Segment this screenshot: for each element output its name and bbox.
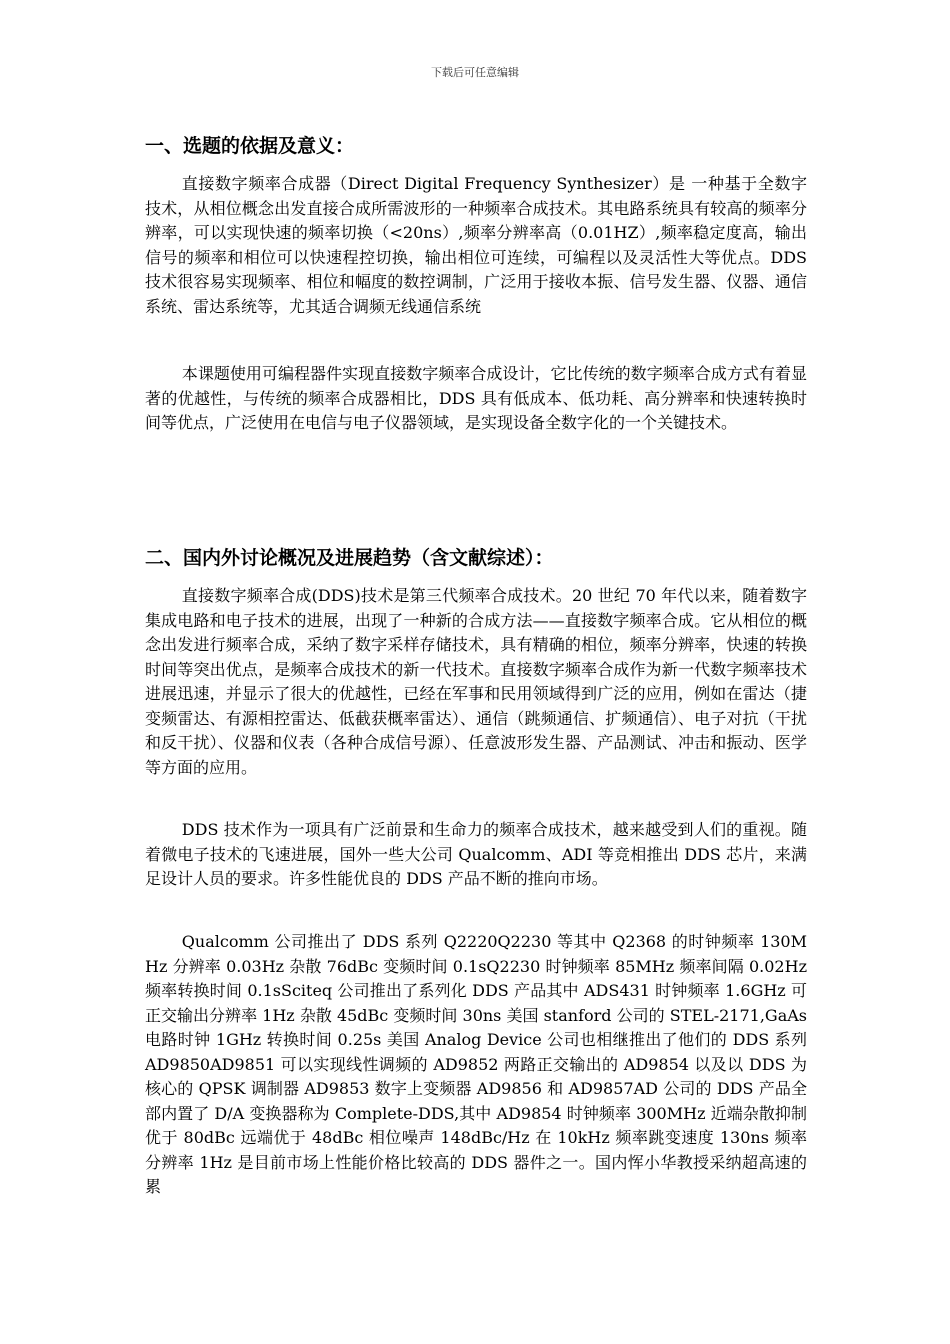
page-header: 下载后可任意编辑 bbox=[431, 66, 519, 79]
section-1-title: 一、选题的依据及意义： bbox=[145, 135, 355, 157]
section-2-paragraph-2: DDS 技术作为一项具有广泛前景和生命力的频率合成技术，越来越受到人们的重视。随着微电子技术的飞速进展，国外一些大公司 Qualcomm、ADI 等竞相推出 DDS 芯片，来满足设计人员的要求。许多性能优良的 DDS 产品不断的推向市场。 bbox=[145, 820, 807, 888]
section-2-title: 二、国内外讨论概况及进展趋势（含文献综述）： bbox=[145, 547, 554, 569]
section-1-paragraph-1: 直接数字频率合成器（Direct Digital Frequency Synthesizer）是 一种基于全数字技术，从相位概念出发直接合成所需波形的一种频率合成技术。其电路系统具有较高的频率分辨率，可以实现快速的频率切换（<20ns）,频率分辨率高（0.01HZ）,频率稳定度高，输出信号的频率和相位可以快速程控切换，输出相位可连续，可编程以及灵活性大等优点。DDS 技术很容易实现频率、相位和幅度的数控调制，广泛用于接收本振、信号发生器、仪器、通信系统、雷达系统等，尤其适合调频无线通信系统 bbox=[145, 174, 807, 316]
section-2-paragraph-3: Qualcomm 公司推出了 DDS 系列 Q2220Q2230 等其中 Q2368 的时钟频率 130MHz 分辨率 0.03Hz 杂散 76dBc 变频时间 0.1sQ2230 时钟频率 85MHz 频率间隔 0.02Hz 频率转换时间 0.1sSciteq 公司推出了系列化 DDS 产品其中 ADS431 时钟频率 1.6GHz 可正交输出分辨率 1Hz 杂散 45dBc 变频时间 30ns 美国 stanford 公司的 STEL-2171,GaAs 电路时钟 1GHz 转换时间 0.25s 美国 Analog Device 公司也相继推出了他们的 DDS 系列 AD9850AD9851 可以实现线性调频的 AD9852 两路正交输出的 AD9854 以及以 DDS 为核心的 QPSK 调制器 AD9853 数字上变频器 AD9856 和 AD9857AD 公司的 DDS 产品全部内置了 D/A 变换器称为 Complete-DDS,其中 AD9854 时钟频率 300MHz 近端杂散抑制优于 80dBc 远端优于 48dBc 相位噪声 148dBc/Hz 在 10kHz 频率跳变速度 130ns 频率分辨率 1Hz 是目前市场上性能价格比较高的 DDS 器件之一。国内恽小华教授采纳超高速的累 bbox=[145, 932, 807, 1196]
section-2-paragraph-1: 直接数字频率合成(DDS)技术是第三代频率合成技术。20 世纪 70 年代以来，随着数字集成电路和电子技术的进展，出现了一种新的合成方法——直接数字频率合成。它从相位的概念出发进行频率合成，采纳了数字采样存储技术，具有精确的相位，频率分辨率，快速的转换时间等突出优点，是频率合成技术的新一代技术。直接数字频率合成作为新一代数字频率技术进展迅速，并显示了很大的优越性，已经在军事和民用领域得到广泛的应用，例如在雷达（捷变频雷达、有源相控雷达、低截获概率雷达）、通信（跳频通信、扩频通信）、电子对抗（干扰和反干扰）、仪器和仪表（各种合成信号源）、任意波形发生器、产品测试、冲击和振动、医学等方面的应用。 bbox=[145, 586, 807, 777]
section-1-paragraph-2: 本课题使用可编程器件实现直接数字频率合成设计，它比传统的数字频率合成方式有着显著的优越性，与传统的频率合成器相比，DDS 具有低成本、低功耗、高分辨率和快速转换时间等优点，广泛使用在电信与电子仪器领域，是实现设备全数字化的一个关键技术。 bbox=[145, 364, 807, 432]
